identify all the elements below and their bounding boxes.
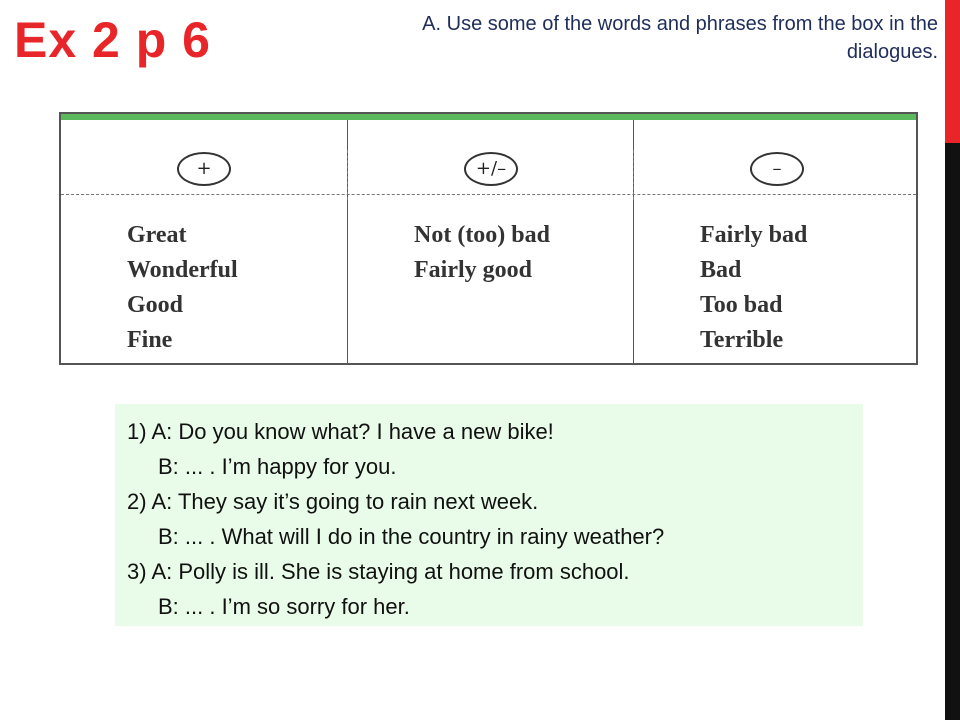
word-item: Fairly good [414, 257, 532, 283]
positive-words [127, 218, 238, 358]
word-item: Good [127, 292, 184, 318]
dialogue-line-a: 1) A: Do you know what? I have a new bike! [127, 419, 554, 444]
dialogue-lines [127, 414, 664, 624]
word-item: Fairly bad [700, 222, 808, 248]
exercise-instruction: A. Use some of the words and phrases from the box in the dialogues. [422, 13, 938, 63]
dialogue-line-a: 2) A: They say it’s going to rain next week. [127, 489, 539, 514]
slide-title: Ex 2 p 6 [14, 12, 211, 68]
word-item: Wonderful [127, 257, 238, 283]
dialogue-line-b: B: ... . I’m so sorry for her. [158, 594, 410, 619]
header-divider-vertical [633, 150, 634, 200]
word-column-positive [61, 120, 346, 363]
dialogue-line-b: B: ... . What will I do in the country in rainy weather? [158, 524, 665, 549]
word-column-negative [633, 120, 919, 363]
negative-symbol: – [750, 152, 804, 186]
dialogue-line-a: 3) A: Polly is ill. She is staying at home from school. [127, 559, 630, 584]
word-column-neutral [347, 120, 633, 363]
negative-words [700, 218, 807, 358]
word-item: Too bad [700, 292, 783, 318]
side-accent-black [945, 143, 960, 720]
neutral-words [414, 218, 550, 288]
word-item: Not (too) bad [414, 222, 550, 248]
word-item: Bad [700, 257, 742, 283]
header-divider-vertical [347, 150, 348, 200]
word-box [59, 112, 918, 365]
header-divider [61, 194, 916, 195]
neutral-symbol: +/– [464, 152, 518, 186]
dialogue-line-b: B: ... . I’m happy for you. [158, 454, 397, 479]
word-item: Great [127, 222, 187, 248]
dialogue-box [115, 404, 863, 626]
positive-symbol: + [177, 152, 231, 186]
word-item: Fine [127, 327, 173, 353]
word-item: Terrible [700, 327, 784, 353]
side-accent-red [945, 0, 960, 143]
